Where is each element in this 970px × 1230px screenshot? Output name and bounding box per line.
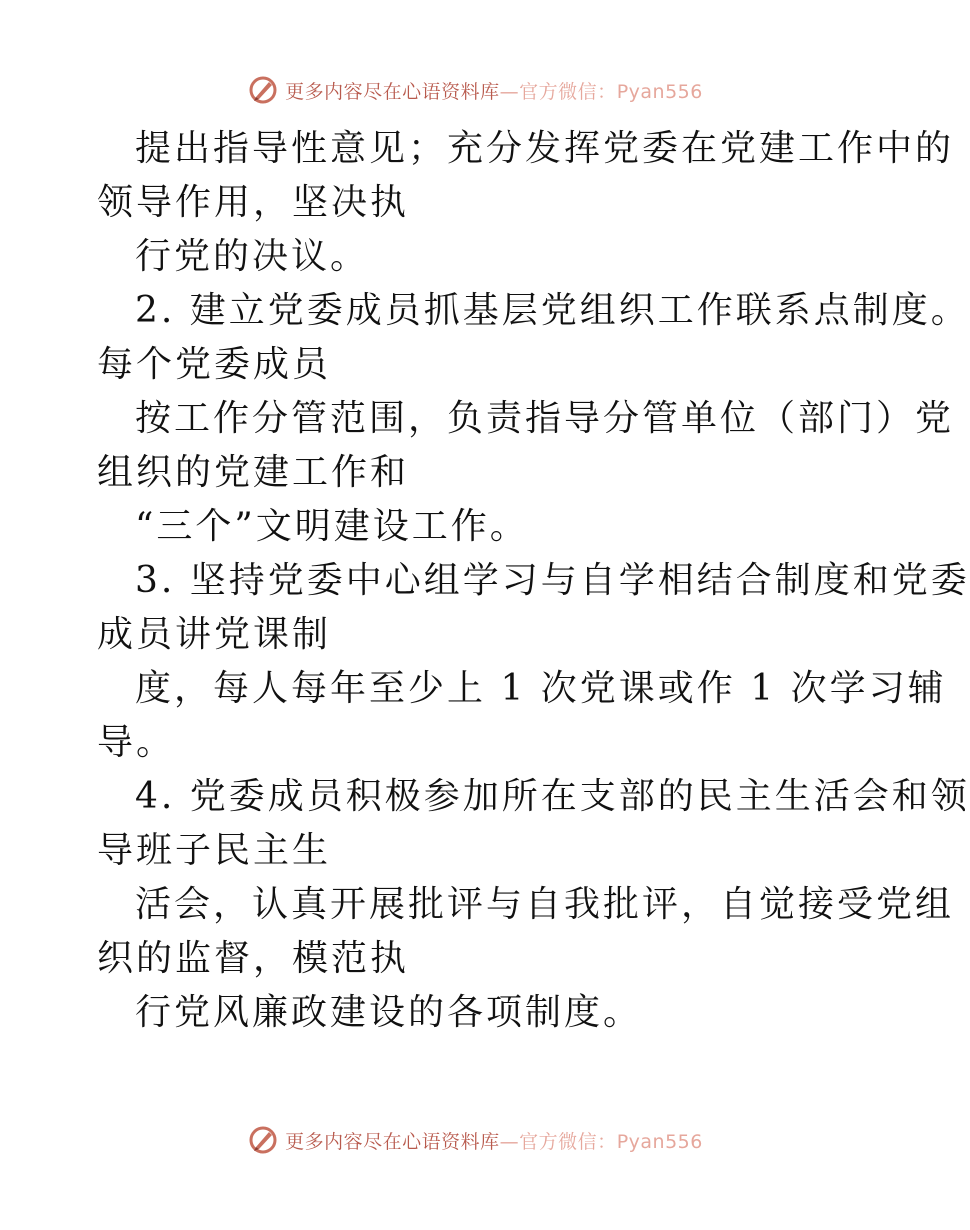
header-watermark — [0, 73, 950, 107]
document-body — [97, 122, 970, 1040]
body-text-line: 2. 建立党委成员抓基层党组织工作联系点制度。 — [135, 290, 970, 331]
watermark-dash: — — [499, 1130, 520, 1153]
body-text-line: 每个党委成员 — [97, 344, 332, 385]
body-text-line: 领导作用，坚决执 — [97, 182, 410, 223]
watermark-text — [285, 1127, 703, 1154]
watermark-dash: — — [499, 80, 520, 103]
body-text-line: “三个”文明建设工作。 — [135, 506, 529, 547]
body-text-line: 活会，认真开展批评与自我批评，自觉接受党组 — [135, 884, 955, 925]
body-text-line: 导。 — [97, 722, 176, 763]
body-text-line: 成员讲党课制 — [97, 614, 332, 655]
watermark-contact-id: Pyan556 — [616, 1130, 703, 1153]
body-text-line: 行党的决议。 — [135, 236, 370, 277]
watermark-contact-label: 官方微信： — [519, 1130, 617, 1153]
watermark-contact-id: Pyan556 — [616, 80, 703, 103]
body-text-line: 按工作分管范围，负责指导分管单位（部门）党 — [135, 398, 955, 439]
pen-circle-logo-icon — [247, 1124, 279, 1156]
watermark-brand: 更多内容尽在心语资料库 — [285, 1130, 500, 1153]
watermark-contact-label: 官方微信： — [519, 80, 617, 103]
footer-watermark — [0, 1123, 950, 1157]
body-text-line: 组织的党建工作和 — [97, 452, 410, 493]
body-text-line: 4. 党委成员积极参加所在支部的民主生活会和领 — [135, 776, 970, 817]
watermark-brand: 更多内容尽在心语资料库 — [285, 80, 500, 103]
body-text-line: 导班子民主生 — [97, 830, 332, 871]
pen-circle-logo-icon — [247, 74, 279, 106]
body-text-line: 行党风廉政建设的各项制度。 — [135, 992, 643, 1033]
body-text-line: 织的监督，模范执 — [97, 938, 410, 979]
body-text-line: 提出指导性意见；充分发挥党委在党建工作中的 — [135, 128, 955, 169]
body-text-line: 3. 坚持党委中心组学习与自学相结合制度和党委 — [135, 560, 970, 601]
body-text-line: 度，每人每年至少上 1 次党课或作 1 次学习辅 — [135, 668, 947, 709]
watermark-text — [285, 77, 703, 104]
